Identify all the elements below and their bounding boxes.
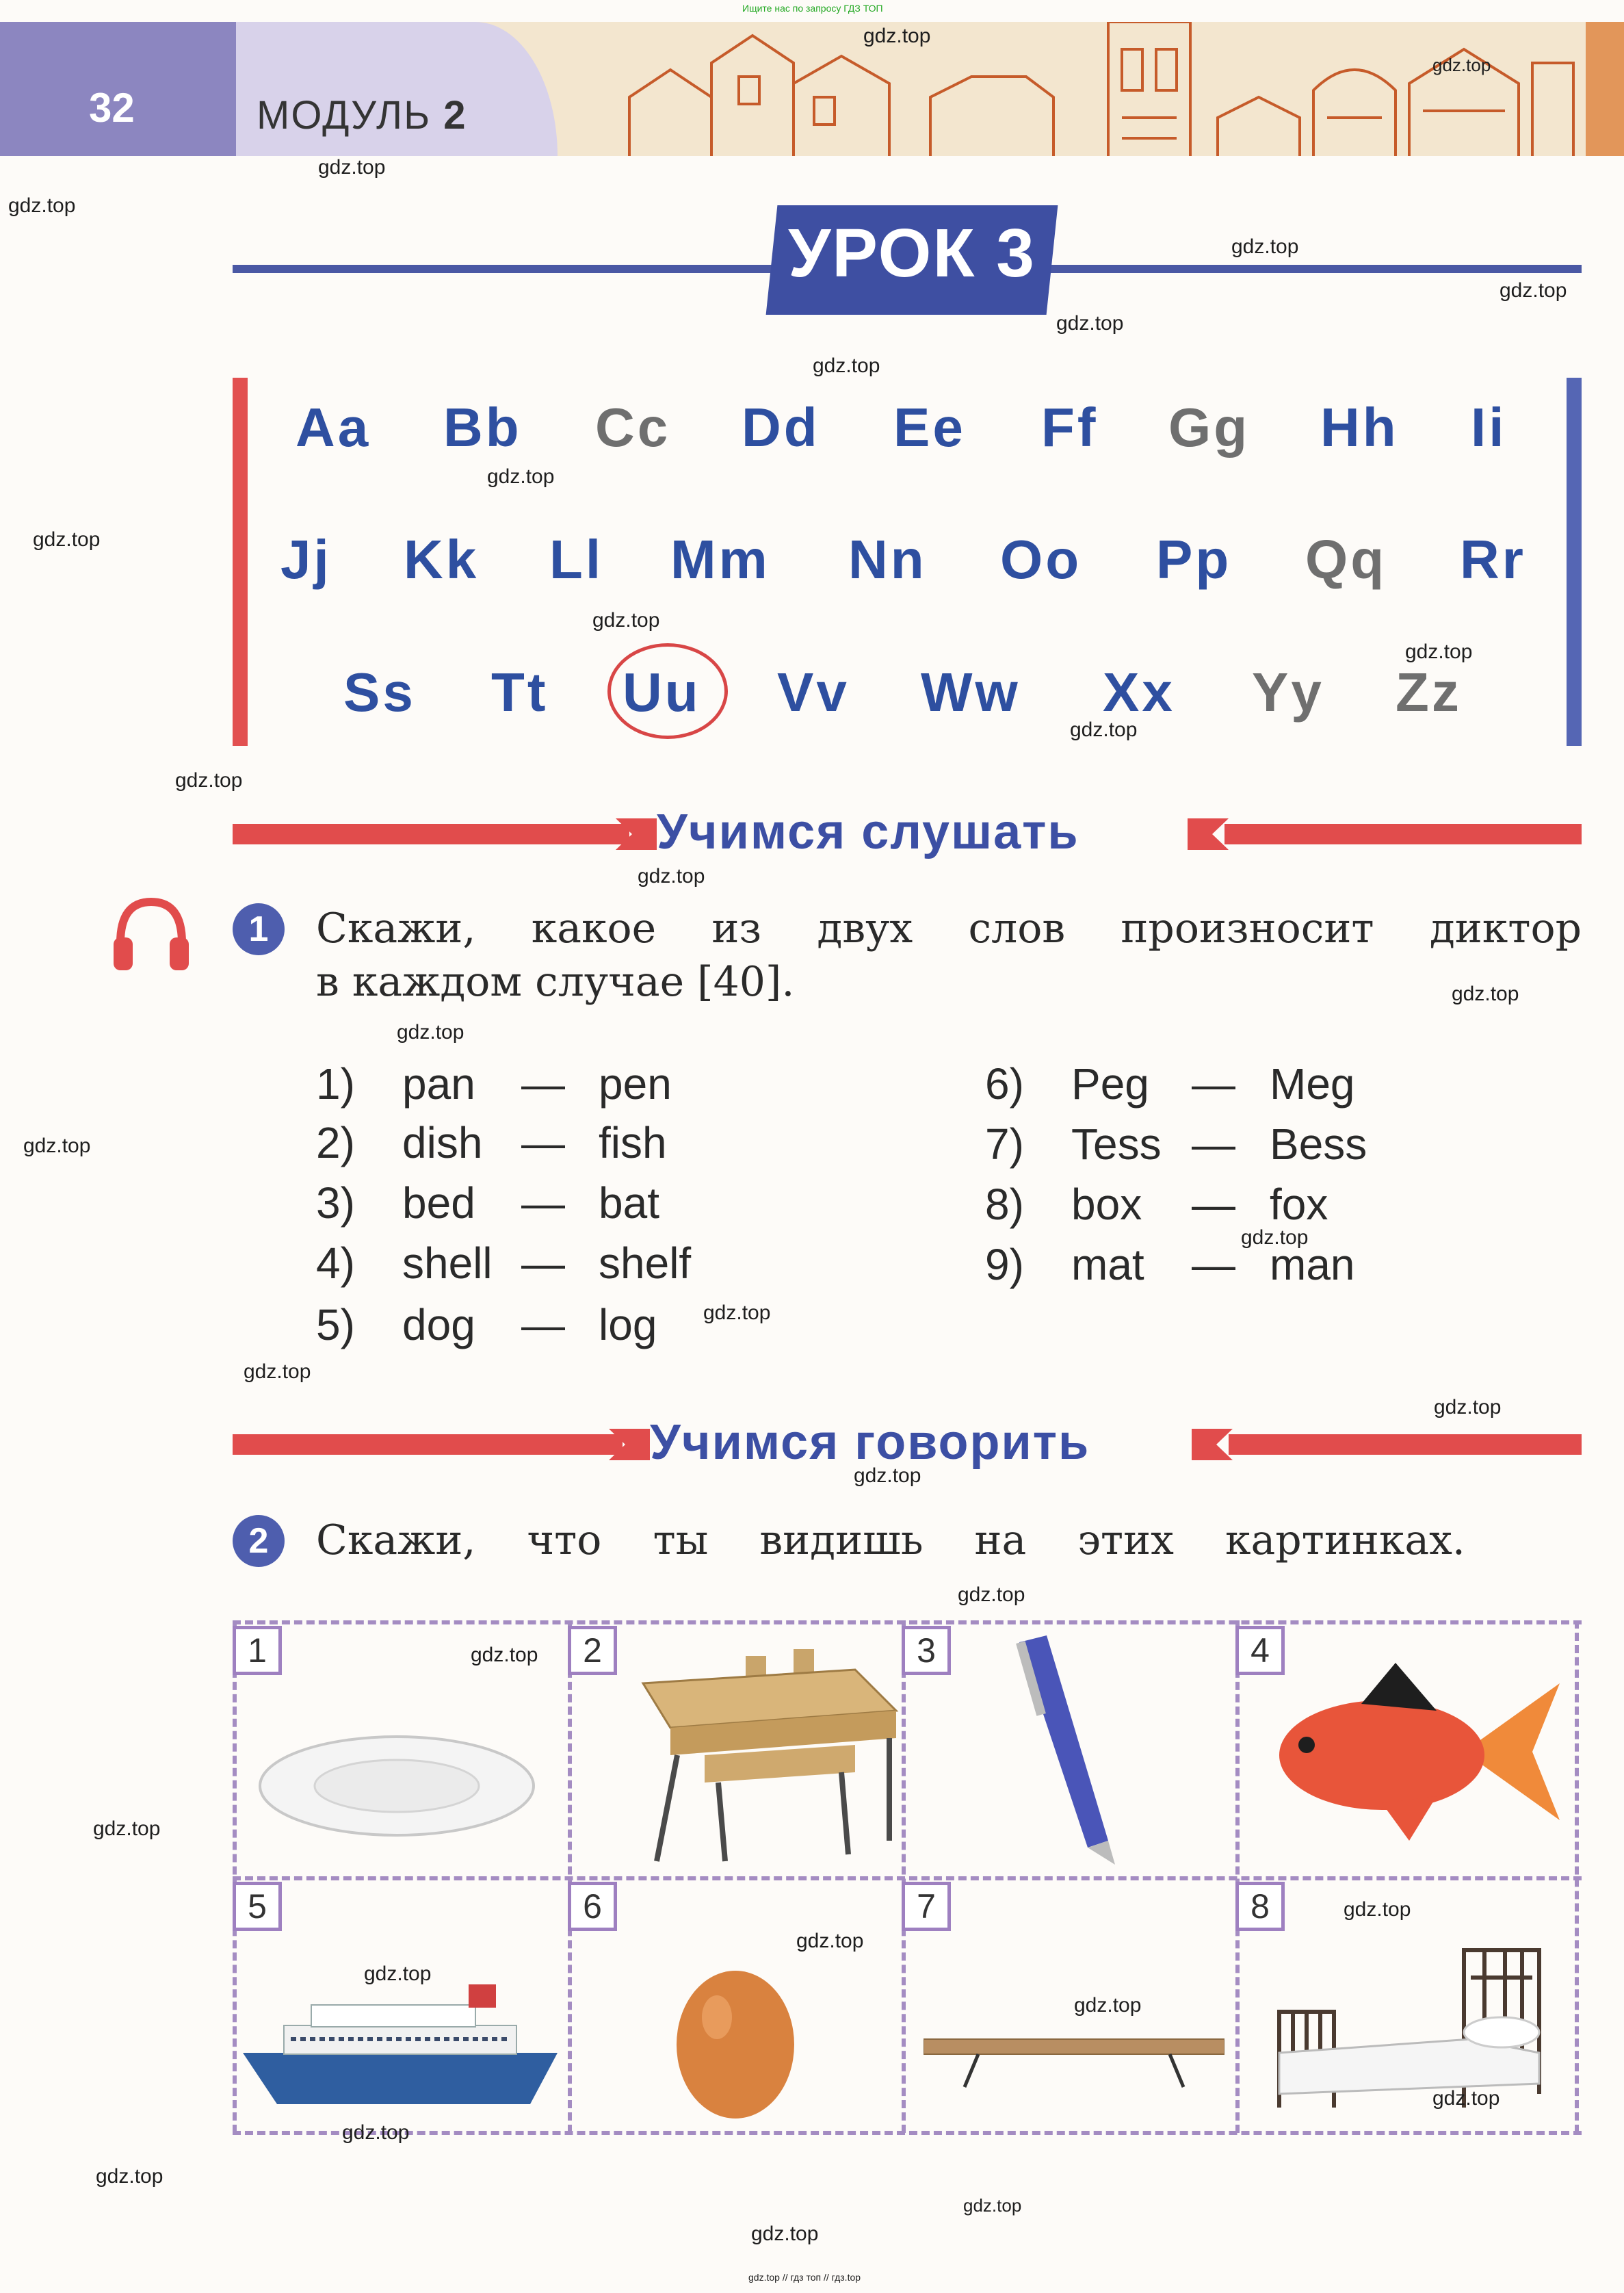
pair-dash: — — [521, 1059, 565, 1109]
watermark: gdz.top — [342, 2121, 410, 2144]
watermark: gdz.top — [1432, 55, 1491, 75]
watermark: gdz.top — [33, 528, 101, 551]
letter-pp: Pp — [1156, 529, 1232, 590]
pair-word-a: pan — [402, 1059, 475, 1109]
city-illustration — [616, 22, 1587, 156]
letter-jj: Jj — [280, 529, 332, 590]
watermark: gdz.top — [863, 25, 931, 47]
module-label — [257, 93, 467, 138]
pair-word-b: bat — [599, 1178, 659, 1228]
exercise-1-number: 1 — [233, 903, 285, 955]
speak-banner-right — [1229, 1434, 1582, 1455]
pair-word-b: shelf — [599, 1239, 692, 1288]
pair-dash: — — [521, 1118, 565, 1167]
pair-word-a: Peg — [1071, 1059, 1149, 1109]
picture-number: 5 — [233, 1882, 282, 1931]
top-note: Ищите нас по запросу ГДЗ ТОП — [742, 3, 883, 14]
watermark: gdz.top — [1231, 235, 1299, 258]
pair-word-a: box — [1071, 1180, 1142, 1229]
pair-word-a: bed — [402, 1178, 475, 1228]
pair-number: 7) — [985, 1119, 1024, 1169]
watermark: gdz.top — [93, 1817, 161, 1840]
letter-ww: Ww — [921, 662, 1021, 723]
lesson-title: УРОК 3 — [788, 215, 1036, 292]
pair-number: 6) — [985, 1059, 1024, 1109]
pair-dash: — — [521, 1178, 565, 1228]
pair-dash: — — [521, 1300, 565, 1349]
watermark: gdz.top — [638, 865, 705, 888]
watermark: gdz.top — [96, 2165, 163, 2188]
picture-number: 4 — [1235, 1626, 1285, 1675]
pair-number: 5) — [316, 1300, 355, 1349]
watermark: gdz.top — [471, 1644, 538, 1666]
listen-banner-right — [1224, 824, 1582, 844]
speak-banner-left — [233, 1434, 623, 1455]
pair-number: 3) — [316, 1178, 355, 1228]
pair-word-b: fish — [599, 1118, 667, 1167]
watermark: gdz.top — [751, 2223, 819, 2245]
watermark: gdz.top — [1405, 640, 1473, 663]
watermark: gdz.top — [963, 2195, 1022, 2216]
grid-line — [233, 1620, 237, 2133]
letter-zz: Zz — [1396, 662, 1462, 723]
pair-word-b: pen — [599, 1059, 672, 1109]
letter-aa: Aa — [296, 397, 371, 458]
watermark: gdz.top — [592, 609, 660, 632]
speak-title: Учимся говорить — [650, 1415, 1090, 1470]
watermark: gdz.top — [1074, 1994, 1142, 2017]
pair-dash: — — [1192, 1059, 1235, 1109]
pair-word-a: dog — [402, 1300, 475, 1349]
headphones-icon — [111, 892, 192, 973]
exercise-1-task-line2: в каждом случае [40]. — [316, 958, 795, 1006]
letter-rr: Rr — [1460, 529, 1526, 590]
pair-word-b: Meg — [1270, 1059, 1355, 1109]
letter-xx: Xx — [1103, 662, 1175, 723]
speak-banner-left-arrow — [609, 1429, 650, 1460]
exercise-2-task: Скажи, что ты видишь на этих картинках. — [316, 1516, 1465, 1564]
letter-cc: Cc — [595, 397, 671, 458]
watermark: gdz.top — [175, 769, 243, 792]
letter-oo: Oo — [1000, 529, 1082, 590]
picture-number: 7 — [902, 1882, 951, 1931]
letter-uu: Uu — [623, 662, 701, 723]
footer-note: gdz.top // гдз топ // гдз.top — [748, 2272, 861, 2283]
egg-picture — [670, 1957, 800, 2121]
module-number: 2 — [443, 93, 467, 138]
shelf-picture — [924, 2032, 1224, 2094]
letter-mm: Mm — [670, 529, 770, 590]
pair-word-a: shell — [402, 1239, 493, 1288]
pen-picture — [1006, 1635, 1142, 1868]
grid-line — [568, 1620, 572, 2133]
watermark: gdz.top — [23, 1135, 91, 1157]
alphabet-left-bar — [233, 378, 248, 746]
desk-picture — [629, 1635, 903, 1868]
pair-word-a: Tess — [1071, 1119, 1162, 1169]
letter-dd: Dd — [742, 397, 820, 458]
watermark: gdz.top — [703, 1301, 771, 1324]
letter-vv: Vv — [777, 662, 850, 723]
fish-picture — [1259, 1656, 1560, 1848]
pair-dash: — — [1192, 1119, 1235, 1169]
pair-word-b: fox — [1270, 1180, 1328, 1229]
pair-dash: — — [1192, 1240, 1235, 1289]
letter-nn: Nn — [848, 529, 927, 590]
letter-tt: Tt — [491, 662, 549, 723]
listen-banner-left-arrow — [616, 818, 657, 850]
header-right-edge — [1586, 22, 1624, 156]
exercise-2-number: 2 — [233, 1515, 285, 1567]
watermark: gdz.top — [1344, 1898, 1411, 1921]
watermark: gdz.top — [1056, 312, 1124, 335]
letter-ee: Ee — [893, 397, 966, 458]
watermark: gdz.top — [487, 465, 555, 488]
letter-ll: Ll — [549, 529, 604, 590]
picture-number: 1 — [233, 1626, 282, 1675]
letter-ii: Ii — [1471, 397, 1507, 458]
watermark: gdz.top — [1434, 1396, 1502, 1418]
letter-hh: Hh — [1320, 397, 1399, 458]
module-word: МОДУЛЬ — [257, 93, 432, 138]
watermark: gdz.top — [796, 1930, 864, 1952]
letter-qq: Qq — [1305, 529, 1387, 590]
pair-word-b: Bess — [1270, 1119, 1367, 1169]
pair-number: 1) — [316, 1059, 355, 1109]
speak-banner-right-arrow — [1192, 1429, 1233, 1460]
watermark: gdz.top — [813, 354, 880, 377]
watermark: gdz.top — [1452, 983, 1519, 1005]
pair-dash: — — [1192, 1180, 1235, 1229]
listen-title: Учимся слушать — [657, 805, 1079, 859]
picture-number: 2 — [568, 1626, 617, 1675]
watermark: gdz.top — [364, 1962, 432, 1985]
picture-number: 3 — [902, 1626, 951, 1675]
watermark: gdz.top — [854, 1464, 921, 1487]
listen-banner-left — [233, 824, 629, 844]
watermark: gdz.top — [1070, 718, 1138, 741]
watermark: gdz.top — [397, 1021, 464, 1044]
picture-number: 8 — [1235, 1882, 1285, 1931]
watermark: gdz.top — [8, 194, 76, 217]
pair-number: 4) — [316, 1239, 355, 1288]
letter-yy: Yy — [1252, 662, 1324, 723]
picture-number: 6 — [568, 1882, 617, 1931]
page-number: 32 — [89, 85, 135, 131]
pair-word-b: man — [1270, 1240, 1355, 1289]
bed-picture — [1266, 1936, 1553, 2114]
grid-line — [233, 1876, 1582, 1880]
letter-bb: Bb — [443, 397, 522, 458]
letter-kk: Kk — [404, 529, 480, 590]
watermark: gdz.top — [1499, 279, 1567, 302]
watermark: gdz.top — [1241, 1226, 1309, 1249]
pair-word-a: dish — [402, 1118, 483, 1167]
pair-number: 8) — [985, 1180, 1024, 1229]
alphabet-right-bar — [1567, 378, 1582, 746]
listen-banner-right-arrow — [1188, 818, 1229, 850]
grid-line — [233, 2131, 1582, 2135]
letter-ff: Ff — [1041, 397, 1099, 458]
watermark: gdz.top — [318, 156, 386, 179]
pair-number: 9) — [985, 1240, 1024, 1289]
grid-line — [1575, 1620, 1579, 2133]
pair-word-b: log — [599, 1300, 657, 1349]
letter-gg: Gg — [1168, 397, 1250, 458]
ship-picture — [243, 1984, 558, 2108]
pair-dash: — — [521, 1239, 565, 1288]
watermark: gdz.top — [1432, 2087, 1500, 2110]
pair-word-a: mat — [1071, 1240, 1144, 1289]
grid-line — [233, 1620, 1582, 1624]
watermark: gdz.top — [958, 1583, 1025, 1606]
exercise-1-task-line1: Скажи, какое из двух слов произносит диктор — [316, 905, 1582, 953]
pair-number: 2) — [316, 1118, 355, 1167]
letter-ss: Ss — [343, 662, 416, 723]
grid-line — [1235, 1620, 1240, 2133]
plate-picture — [253, 1711, 540, 1841]
watermark: gdz.top — [244, 1360, 311, 1383]
